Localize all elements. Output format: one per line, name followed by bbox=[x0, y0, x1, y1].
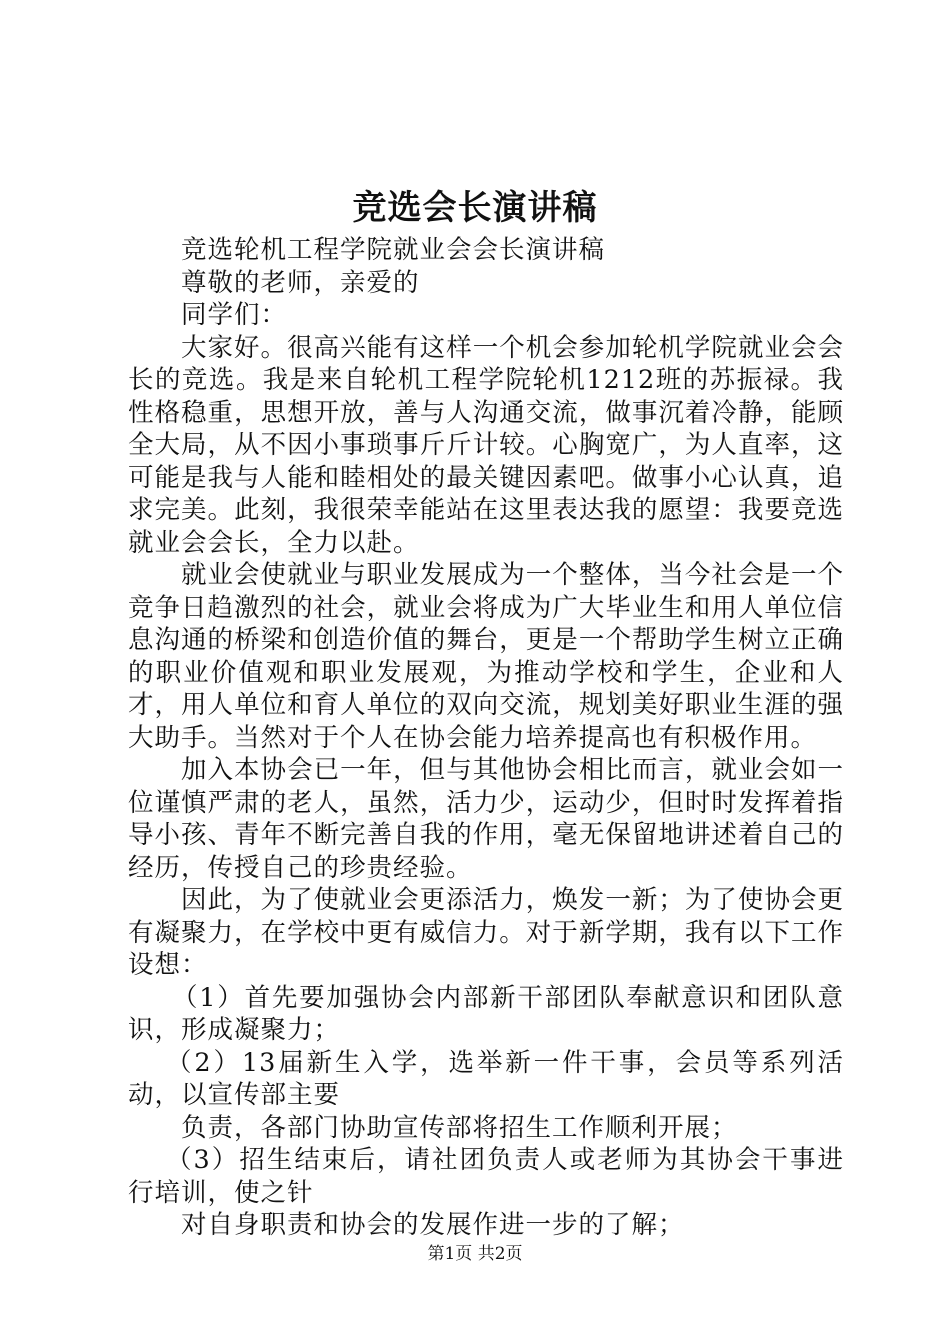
document-body bbox=[128, 234, 844, 1242]
paragraph-experience: 加入本协会已一年，但与其他协会相比而言，就业会如一位谨慎严肃的老人，虽然，活力少，运动少，但时时发挥着指导小孩、青年不断完善自我的作用，毫无保留地讲述着自己的经历，传授自己的珍贵经验。 bbox=[128, 755, 844, 883]
paragraph-plan-item-1: （1）首先要加强协会内部新干部团队奉献意识和团队意识，形成凝聚力； bbox=[128, 982, 844, 1045]
paragraph-introduction: 大家好。很高兴能有这样一个机会参加轮机学院就业会会长的竞选。我是来自轮机工程学院轮机1212班的苏振禄。我性格稳重，思想开放，善与人沟通交流，做事沉着冷静，能顾全大局，从不因小事琐事斤斤计较。心胸宽广，为人直率，这可能是我与人能和睦相处的最关键因素吧。做事小心认真，追求完美。此刻，我很荣幸能站在这里表达我的愿望：我要竞选就业会会长，全力以赴。 bbox=[128, 332, 844, 558]
paragraph-subtitle: 竞选轮机工程学院就业会会长演讲稿 bbox=[181, 235, 606, 265]
paragraph-plan-intro: 因此，为了使就业会更添活力，焕发一新；为了使协会更有凝聚力，在学校中更有威信力。对于新学期，我有以下工作设想： bbox=[128, 885, 844, 980]
paragraph-plan-item-2: （2）13届新生入学，选举新一件干事，会员等系列活动，以宣传部主要 bbox=[128, 1047, 844, 1110]
paragraph-plan-item-2-cont: 负责，各部门协助宣传部将招生工作顺利开展； bbox=[181, 1112, 738, 1143]
page-footer: 第1页 共2页 bbox=[427, 1244, 523, 1264]
paragraph-salutation-cont: 同学们： bbox=[181, 300, 288, 330]
document-title: 竞选会长演讲稿 bbox=[352, 188, 598, 228]
paragraph-plan-item-3-cont: 对自身职责和协会的发展作进一步的了解； bbox=[181, 1210, 685, 1240]
paragraph-plan-item-3: （3）招生结束后，请社团负责人或老师为其协会干事进行培训，使之针 bbox=[128, 1145, 844, 1208]
paragraph-association-role: 就业会使就业与职业发展成为一个整体，当今社会是一个竞争日趋激烈的社会，就业会将成为广大毕业生和用人单位信息沟通的桥梁和创造价值的舞台，更是一个帮助学生树立正确的职业价值观和职业发展观，为推动学校和学生，企业和人才，用人单位和育人单位的双向交流，规划美好职业生涯的强大助手。当然对于个人在协会能力培养提高也有积极作用。 bbox=[128, 560, 844, 753]
paragraph-salutation: 尊敬的老师，亲爱的 bbox=[181, 267, 420, 298]
